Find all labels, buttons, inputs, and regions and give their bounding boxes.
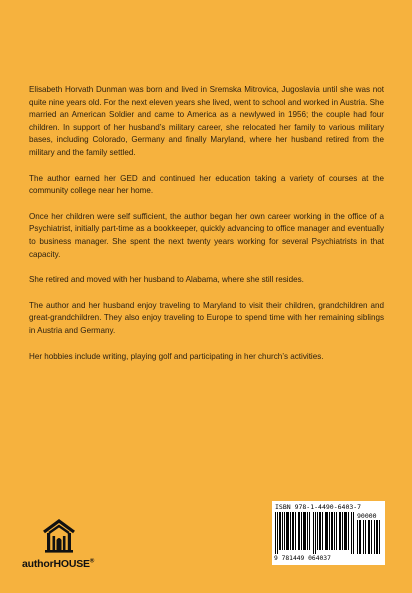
ean-digits: 9 781449 064037 xyxy=(274,555,331,562)
publisher-name: authorHOUSE® xyxy=(22,558,95,570)
isbn-barcode xyxy=(272,501,385,565)
bio-paragraph-5: The author and her husband enjoy traveling to Maryland to visit their children, grandchildren and great-grandchildren. They also enjoy traveling to Europe to spend time with her remaining siblings in Austria and Germany. xyxy=(29,300,384,335)
authorhouse-logo-icon xyxy=(42,517,76,555)
publisher-logo xyxy=(22,517,104,577)
bio-paragraph-1: Elisabeth Horvath Dunman was born and lived in Sremska Mitrovica, Jugoslavia until she was not quite nine years old. For the next eleven years she lived, went to school and worked in Austria. She married an American Soldier and came to America as a newlywed in 1956; the couple had four children. In support of her husband’s military career, she relocated her family to various military bases, including Colorado, Germany and finally Maryland, where her husband retired from the military and the family settled. xyxy=(29,85,384,157)
isbn-label: ISBN 978-1-4490-6403-7 xyxy=(275,503,362,511)
bio-paragraph-4: She retired and moved with her husband to Alabama, where she still resides. xyxy=(29,275,304,285)
bio-paragraph-3: Once her children were self sufficient, the author began her own career working in the office of a Psychiatrist, initially part-time as a bookkeeper, quickly advancing to office manager and eventually to business manager. She spent the next twenty years working for several Psychiatrists in that capacity. xyxy=(29,211,384,259)
addon-code: 90000 xyxy=(357,512,377,520)
bio-paragraph-6: Her hobbies include writing, playing golf and participating in her church’s activities. xyxy=(29,351,324,361)
ean-barcode-bars xyxy=(275,512,355,554)
bio-paragraph-2: The author earned her GED and continued her education taking a variety of courses at the community college near her home. xyxy=(29,173,384,196)
author-biography xyxy=(29,84,384,376)
